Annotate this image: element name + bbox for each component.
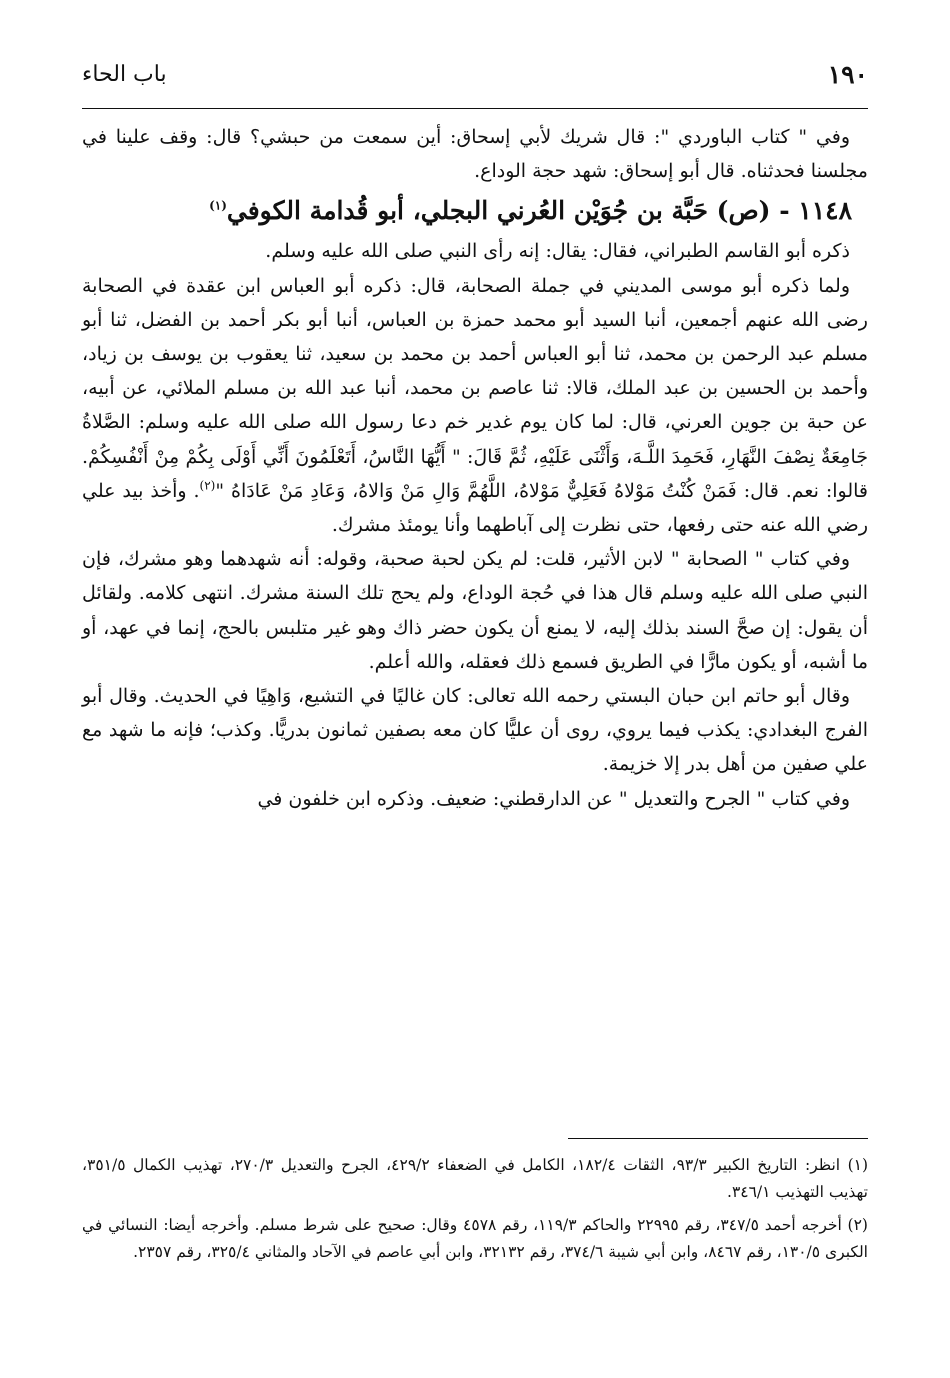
footnotes (82, 1152, 868, 1272)
main-text (82, 120, 868, 816)
paragraph-tabarani: ذكره أبو القاسم الطبراني، فقال: يقال: إنه رأى النبي صلى الله عليه وسلم. (265, 240, 850, 263)
paragraph-ibn-athir: وفي كتاب " الصحابة " لابن الأثير، قلت: لم يكن لحبة صحبة، وقوله: أنه شهدهما وهو مشرك، فإن النبي صلى الله عليه وسلم قال هذا في حُجة الوداع، ولم يحج تلك السنة مشرك. انتهى كلامه. ولقائل أن يقول: إن صحَّ السند بذلك إليه، لا يمنع أن يكون حضر ذاك وهو غير متلبس بالحج، إنما في عهد، أو ما أشبه، أو يكون مارًّا في الطريق فسمع ذلك فعقله، والله أعلم. (82, 548, 868, 673)
footnote-1: (١) انظر: التاريخ الكبير ٩٣/٣، الثقات ١٨٢/٤، الكامل في الضعفاء ٤٢٩/٢، الجرح والتعديل ٢٧٠/٣، تهذيب الكمال ٣٥١/٥، تهذيب التهذيب ٣٤٦/١. (82, 1156, 869, 1201)
footnote-2: (٢) أخرجه أحمد ٣٤٧/٥، رقم ٢٢٩٩٥ والحاكم ١١٩/٣، رقم ٤٥٧٨ وقال: صحيح على شرط مسلم. وأخرجه أيضا: النسائي في الكبرى ١٣٠/٥، رقم ٨٤٦٧، وابن أبي شيبة ٣٧٤/٦، رقم ٣٢١٣٢، وابن أبي عاصم في الآحاد والمثاني ٣٢٥/٤، رقم ٢٣٥٧. (82, 1216, 868, 1261)
paragraph-abu-musa-text: ولما ذكره أبو موسى المديني في جملة الصحابة، قال: ذكره أبو العباس ابن عقدة في الصحابة رضى الله عنهم أجمعين، أنبا السيد أبو محمد حمزة بن العباس، أنبا أبو بكر أحمد بن الفضل، ثنا أبو مسلم عبد الرحمن بن محمد، ثنا أبو العباس أحمد بن محمد بن سعيد، ثنا يعقوب بن يوسف بن زياد، وأحمد بن الحسين بن عبد الملك، قالا: ثنا عاصم بن محمد، أنبا عبد الله بن مسلم الملائي، عن أبيه، عن حبة بن جوين العرني، قال: لما كان يوم غدير خم دعا رسول الله صلى الله عليه وسلم: الصَّلاةُ جَامِعَةٌ نِصْفَ النَّهَارِ، فَحَمِدَ اللَّـهَ، وَأَثْنَى عَلَيْهِ، ثُمَّ قَالَ: " أَيُّهَا النَّاسُ، أَتَعْلَمُونَ أَنِّي أَوْلَى بِكُمْ مِنْ أَنْفُسِكُمْ. قالوا: نعم. قال: فَمَنْ كُنْتُ مَوْلاهُ فَعَلِيٌّ مَوْلاهُ، اللَّهُمَّ وَالِ مَنْ وَالاهُ، وَعَادِ مَنْ عَادَاهُ " (82, 274, 868, 502)
paragraph-baworidi: وفي " كتاب الباوردي ": قال شريك لأبي إسحاق: أين سمعت من حبشي؟ قال: وقف علينا في مجلسنا فحدثناه. قال أبو إسحاق: شهد حجة الوداع. (82, 126, 868, 183)
paragraph-ibn-hibban: وقال أبو حاتم ابن حبان البستي رحمه الله تعالى: كان غاليًا في التشيع، وَاهِيًا في الحديث. وقال أبو الفرج البغدادي: يكذب فيما يروي، روى أن عليًّا كان معه بصفين ثمانون بدريًّا. وكذب؛ فإنه ما شهد مع علي صفين من أهل بدر إلا خزيمة. (82, 685, 868, 776)
page-number: ١٩٠ (827, 60, 868, 89)
paragraph-abu-musa-end: . وأخذ بيد علي رضي الله عنه حتى رفعها، حتى نظرت إلى آباطهما وأنا يومئذ مشرك. (82, 479, 868, 537)
header-rule (82, 108, 868, 109)
entry-heading (82, 188, 868, 234)
paragraph-abu-musa (82, 269, 868, 543)
footnote-rule (568, 1138, 868, 1139)
footnote-ref-2: (٢) (199, 478, 216, 493)
running-header (82, 58, 868, 98)
footnote-ref-1: (١) (209, 199, 227, 214)
paragraph-jarh-tadil: وفي كتاب " الجرح والتعديل " عن الدارقطني: ضعيف. وذكره ابن خلفون في (257, 787, 850, 810)
chapter-title: باب الحاء (82, 62, 167, 87)
entry-heading-text: ١١٤٨ - (ص) حَبَّة بن جُوَيْن العُرني البجلي، أبو قُدامة الكوفي (226, 196, 852, 226)
